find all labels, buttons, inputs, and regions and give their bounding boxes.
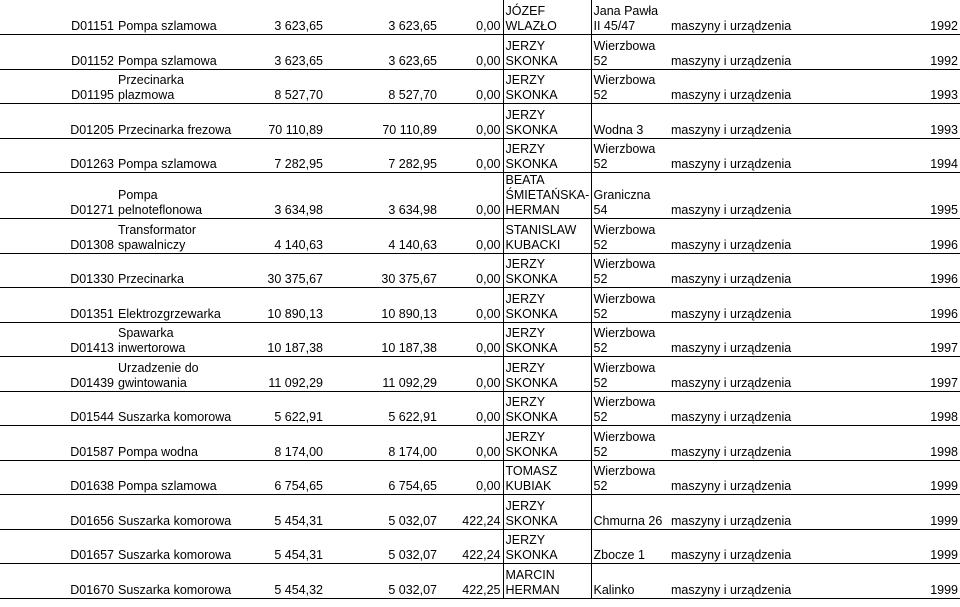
asset-name-line: Urzadzenie do: [118, 360, 199, 375]
location-line: 52: [593, 306, 608, 321]
responsible-person-line: MARCIN: [505, 567, 555, 582]
asset-id: D01656: [0, 495, 116, 530]
location: [591, 253, 669, 288]
net-value: 0,00: [439, 35, 503, 70]
responsible-person-line: TOMASZ: [505, 464, 558, 478]
asset-name: [116, 219, 252, 254]
asset-id: D01351: [0, 288, 116, 323]
net-value: 422,25: [439, 564, 503, 599]
location-line: Wierzbowa: [593, 257, 656, 271]
initial-value: 8 527,70: [252, 69, 325, 104]
responsible-person-line: KUBIAK: [505, 479, 552, 493]
responsible-person-line: JERZY: [505, 73, 546, 87]
table-row[interactable]: [0, 0, 960, 35]
location-line: 52: [593, 341, 608, 355]
amortized-value: 7 282,95: [325, 138, 439, 173]
responsible-person-line: SKONKA: [505, 53, 558, 68]
asset-id: D01330: [0, 253, 116, 288]
location: [591, 495, 669, 530]
asset-id: D01670: [0, 564, 116, 599]
initial-value: 70 110,89: [252, 104, 325, 139]
initial-value: 4 140,63: [252, 219, 325, 254]
location: [591, 391, 669, 426]
responsible-person-line: WLAZŁO: [505, 19, 557, 33]
location: [591, 104, 669, 139]
table-row[interactable]: [0, 564, 960, 599]
responsible-person-line: SKONKA: [505, 88, 558, 102]
acquisition-year: 1998: [819, 391, 960, 426]
asset-name-line: plazmowa: [118, 88, 175, 102]
responsible-person-line: BEATA: [505, 173, 545, 187]
asset-name-line: Pompa wodna: [118, 444, 198, 459]
responsible-person-line: JERZY: [505, 395, 546, 409]
amortized-value: 6 754,65: [325, 460, 439, 495]
initial-value: 30 375,67: [252, 253, 325, 288]
acquisition-year: 1999: [819, 564, 960, 599]
asset-name: [116, 173, 252, 219]
acquisition-year: 1992: [819, 0, 960, 35]
net-value: 0,00: [439, 138, 503, 173]
location: [591, 138, 669, 173]
acquisition-year: 1996: [819, 288, 960, 323]
location-line: II 45/47: [593, 19, 636, 33]
location-line: Wierzbowa: [593, 38, 656, 53]
responsible-person-line: JERZY: [505, 429, 546, 444]
net-value: 422,24: [439, 529, 503, 564]
asset-name: [116, 104, 252, 139]
net-value: 0,00: [439, 69, 503, 104]
asset-name: [116, 253, 252, 288]
responsible-person: [503, 138, 591, 173]
amortized-value: 3 623,65: [325, 35, 439, 70]
table-row[interactable]: [0, 426, 960, 461]
table-row[interactable]: [0, 529, 960, 564]
responsible-person-line: JERZY: [505, 38, 546, 53]
asset-name: [116, 357, 252, 392]
asset-name: [116, 391, 252, 426]
amortized-value: 10 890,13: [325, 288, 439, 323]
net-value: 0,00: [439, 253, 503, 288]
location-line: Wierzbowa: [593, 464, 656, 478]
responsible-person: [503, 357, 591, 392]
acquisition-year: 1993: [819, 104, 960, 139]
responsible-person-line: SKONKA: [505, 444, 558, 459]
asset-category: maszyny i urządzenia: [669, 35, 819, 70]
amortized-value: 11 092,29: [325, 357, 439, 392]
asset-id: D01587: [0, 426, 116, 461]
amortized-value: 5 032,07: [325, 529, 439, 564]
location-line: Wierzbowa: [593, 395, 656, 409]
asset-name: [116, 35, 252, 70]
asset-name-line: gwintowania: [118, 375, 187, 390]
asset-name-line: Pompa szlamowa: [118, 157, 217, 171]
asset-name: [116, 426, 252, 461]
asset-name: [116, 564, 252, 599]
location: [591, 357, 669, 392]
responsible-person: [503, 253, 591, 288]
location-line: Chmurna 26: [593, 513, 663, 528]
amortized-value: 70 110,89: [325, 104, 439, 139]
responsible-person: [503, 288, 591, 323]
acquisition-year: 1995: [819, 173, 960, 219]
asset-name-line: spawalniczy: [118, 237, 186, 252]
table-row[interactable]: [0, 219, 960, 254]
location-line: 52: [593, 88, 608, 102]
amortized-value: 5 622,91: [325, 391, 439, 426]
responsible-person: [503, 0, 591, 35]
responsible-person-line: JERZY: [505, 533, 546, 547]
responsible-person: [503, 219, 591, 254]
initial-value: 5 454,32: [252, 564, 325, 599]
asset-name-line: Transformator: [118, 222, 197, 237]
location-line: Wierzbowa: [593, 142, 656, 156]
responsible-person-line: SKONKA: [505, 513, 558, 528]
asset-category: maszyny i urządzenia: [669, 529, 819, 564]
location: [591, 219, 669, 254]
table-row[interactable]: [0, 495, 960, 530]
asset-category: maszyny i urządzenia: [669, 460, 819, 495]
responsible-person-line: JERZY: [505, 257, 546, 271]
responsible-person-line: SKONKA: [505, 272, 558, 286]
initial-value: 3 623,65: [252, 35, 325, 70]
acquisition-year: 1999: [819, 529, 960, 564]
location: [591, 288, 669, 323]
net-value: 0,00: [439, 391, 503, 426]
acquisition-year: 1993: [819, 69, 960, 104]
asset-name-line: Suszarka komorowa: [118, 410, 232, 424]
asset-id: D01263: [0, 138, 116, 173]
asset-id: D01152: [0, 35, 116, 70]
location-line: 52: [593, 237, 608, 252]
table-row[interactable]: [0, 69, 960, 104]
table-row[interactable]: [0, 357, 960, 392]
asset-name-line: Pompa: [118, 188, 158, 202]
asset-category: maszyny i urządzenia: [669, 253, 819, 288]
responsible-person: [503, 391, 591, 426]
initial-value: 10 187,38: [252, 322, 325, 357]
asset-name-line: Suszarka komorowa: [118, 513, 232, 528]
asset-category: maszyny i urządzenia: [669, 322, 819, 357]
responsible-person-line: SKONKA: [505, 341, 558, 355]
asset-name: [116, 460, 252, 495]
location: [591, 564, 669, 599]
responsible-person-line: JERZY: [505, 498, 546, 513]
location: [591, 173, 669, 219]
location-line: 52: [593, 410, 608, 424]
asset-name: [116, 495, 252, 530]
initial-value: 3 623,65: [252, 0, 325, 35]
amortized-value: 10 187,38: [325, 322, 439, 357]
amortized-value: 5 032,07: [325, 495, 439, 530]
acquisition-year: 1996: [819, 219, 960, 254]
acquisition-year: 1999: [819, 495, 960, 530]
asset-name: [116, 288, 252, 323]
table-row[interactable]: [0, 288, 960, 323]
responsible-person-line: JERZY: [505, 326, 546, 340]
asset-name: [116, 69, 252, 104]
amortized-value: 8 174,00: [325, 426, 439, 461]
initial-value: 5 454,31: [252, 495, 325, 530]
asset-name-line: Pompa szlamowa: [118, 53, 217, 68]
asset-category: maszyny i urządzenia: [669, 0, 819, 35]
net-value: 0,00: [439, 322, 503, 357]
asset-name-line: Przecinarka: [118, 272, 184, 286]
location-line: 52: [593, 479, 608, 493]
responsible-person-line: SKONKA: [505, 410, 558, 424]
location-line: Wodna 3: [593, 122, 644, 137]
acquisition-year: 1992: [819, 35, 960, 70]
responsible-person: [503, 564, 591, 599]
asset-category: maszyny i urządzenia: [669, 426, 819, 461]
asset-category: maszyny i urządzenia: [669, 69, 819, 104]
responsible-person: [503, 529, 591, 564]
location-line: 52: [593, 272, 608, 286]
responsible-person: [503, 104, 591, 139]
acquisition-year: 1997: [819, 322, 960, 357]
acquisition-year: 1997: [819, 357, 960, 392]
location-line: Wierzbowa: [593, 222, 656, 237]
responsible-person-line: STANISLAW: [505, 222, 577, 237]
asset-id: D01657: [0, 529, 116, 564]
location-line: Wierzbowa: [593, 73, 656, 87]
asset-id: D01439: [0, 357, 116, 392]
location-line: Wierzbowa: [593, 291, 656, 306]
asset-name-line: Przecinarka frezowa: [118, 122, 232, 137]
table-row[interactable]: [0, 391, 960, 426]
amortized-value: 8 527,70: [325, 69, 439, 104]
asset-name-line: Pompa szlamowa: [118, 479, 217, 493]
asset-name-line: pelnoteflonowa: [118, 203, 203, 217]
asset-name: [116, 0, 252, 35]
asset-id: D01151: [0, 0, 116, 35]
initial-value: 10 890,13: [252, 288, 325, 323]
location: [591, 529, 669, 564]
responsible-person-line: SKONKA: [505, 306, 558, 321]
net-value: 0,00: [439, 426, 503, 461]
location-line: 52: [593, 444, 608, 459]
asset-id: D01195: [0, 69, 116, 104]
asset-category: maszyny i urządzenia: [669, 173, 819, 219]
initial-value: 11 092,29: [252, 357, 325, 392]
responsible-person: [503, 35, 591, 70]
asset-category: maszyny i urządzenia: [669, 288, 819, 323]
location-line: Zbocze 1: [593, 548, 645, 562]
responsible-person: [503, 460, 591, 495]
responsible-person: [503, 173, 591, 219]
location-line: 54: [593, 203, 608, 217]
net-value: 0,00: [439, 104, 503, 139]
location-line: 52: [593, 53, 608, 68]
initial-value: 5 622,91: [252, 391, 325, 426]
net-value: 0,00: [439, 357, 503, 392]
responsible-person: [503, 426, 591, 461]
initial-value: 3 634,98: [252, 173, 325, 219]
responsible-person-line: SKONKA: [505, 548, 558, 562]
responsible-person-line: JÓZEF: [505, 4, 546, 18]
responsible-person-line: SKONKA: [505, 375, 558, 390]
responsible-person-line: HERMAN: [505, 203, 560, 217]
location: [591, 426, 669, 461]
asset-id: D01544: [0, 391, 116, 426]
asset-name: [116, 529, 252, 564]
asset-category: maszyny i urządzenia: [669, 104, 819, 139]
asset-name-line: Przecinarka: [118, 73, 184, 87]
asset-id: D01413: [0, 322, 116, 357]
location-line: Jana Pawła: [593, 4, 659, 18]
initial-value: 5 454,31: [252, 529, 325, 564]
responsible-person-line: ŚMIETAŃSKA-: [505, 188, 590, 202]
table-row[interactable]: [0, 253, 960, 288]
responsible-person-line: SKONKA: [505, 122, 558, 137]
location-line: Kalinko: [593, 582, 635, 597]
table-row[interactable]: [0, 173, 960, 219]
asset-category: maszyny i urządzenia: [669, 219, 819, 254]
asset-name-line: Suszarka komorowa: [118, 582, 232, 597]
acquisition-year: 1994: [819, 138, 960, 173]
acquisition-year: 1996: [819, 253, 960, 288]
amortized-value: 3 634,98: [325, 173, 439, 219]
location-line: 52: [593, 375, 608, 390]
initial-value: 6 754,65: [252, 460, 325, 495]
amortized-value: 5 032,07: [325, 564, 439, 599]
asset-category: maszyny i urządzenia: [669, 138, 819, 173]
initial-value: 7 282,95: [252, 138, 325, 173]
asset-name-line: Pompa szlamowa: [118, 19, 217, 33]
asset-name-line: Suszarka komorowa: [118, 548, 232, 562]
acquisition-year: 1999: [819, 460, 960, 495]
table-row[interactable]: [0, 104, 960, 139]
location-line: Wierzbowa: [593, 360, 656, 375]
net-value: 422,24: [439, 495, 503, 530]
location-line: 52: [593, 157, 608, 171]
net-value: 0,00: [439, 460, 503, 495]
responsible-person-line: JERZY: [505, 107, 546, 122]
table-row[interactable]: [0, 322, 960, 357]
net-value: 0,00: [439, 288, 503, 323]
asset-category: maszyny i urządzenia: [669, 357, 819, 392]
asset-category: maszyny i urządzenia: [669, 495, 819, 530]
net-value: 0,00: [439, 173, 503, 219]
net-value: 0,00: [439, 219, 503, 254]
asset-id: D01205: [0, 104, 116, 139]
asset-name-line: Spawarka: [118, 326, 174, 340]
responsible-person: [503, 495, 591, 530]
amortized-value: 4 140,63: [325, 219, 439, 254]
responsible-person-line: KUBACKI: [505, 237, 561, 252]
asset-name-line: inwertorowa: [118, 341, 186, 355]
asset-name-line: Elektrozgrzewarka: [118, 306, 221, 321]
location-line: Wierzbowa: [593, 429, 656, 444]
amortized-value: 30 375,67: [325, 253, 439, 288]
responsible-person-line: HERMAN: [505, 582, 560, 597]
asset-id: D01638: [0, 460, 116, 495]
acquisition-year: 1998: [819, 426, 960, 461]
net-value: 0,00: [439, 0, 503, 35]
responsible-person-line: JERZY: [505, 360, 546, 375]
asset-name: [116, 138, 252, 173]
asset-category: maszyny i urządzenia: [669, 391, 819, 426]
asset-id: D01271: [0, 173, 116, 219]
table-row[interactable]: [0, 460, 960, 495]
responsible-person: [503, 322, 591, 357]
location: [591, 460, 669, 495]
responsible-person: [503, 69, 591, 104]
location: [591, 35, 669, 70]
initial-value: 8 174,00: [252, 426, 325, 461]
amortized-value: 3 623,65: [325, 0, 439, 35]
location: [591, 69, 669, 104]
location: [591, 322, 669, 357]
responsible-person-line: SKONKA: [505, 157, 558, 171]
location: [591, 0, 669, 35]
asset-name: [116, 322, 252, 357]
responsible-person-line: JERZY: [505, 291, 546, 306]
asset-id: D01308: [0, 219, 116, 254]
asset-category: maszyny i urządzenia: [669, 564, 819, 599]
responsible-person-line: JERZY: [505, 142, 546, 156]
location-line: Graniczna: [593, 188, 651, 202]
location-line: Wierzbowa: [593, 326, 656, 340]
table-row[interactable]: [0, 35, 960, 70]
table-row[interactable]: [0, 138, 960, 173]
